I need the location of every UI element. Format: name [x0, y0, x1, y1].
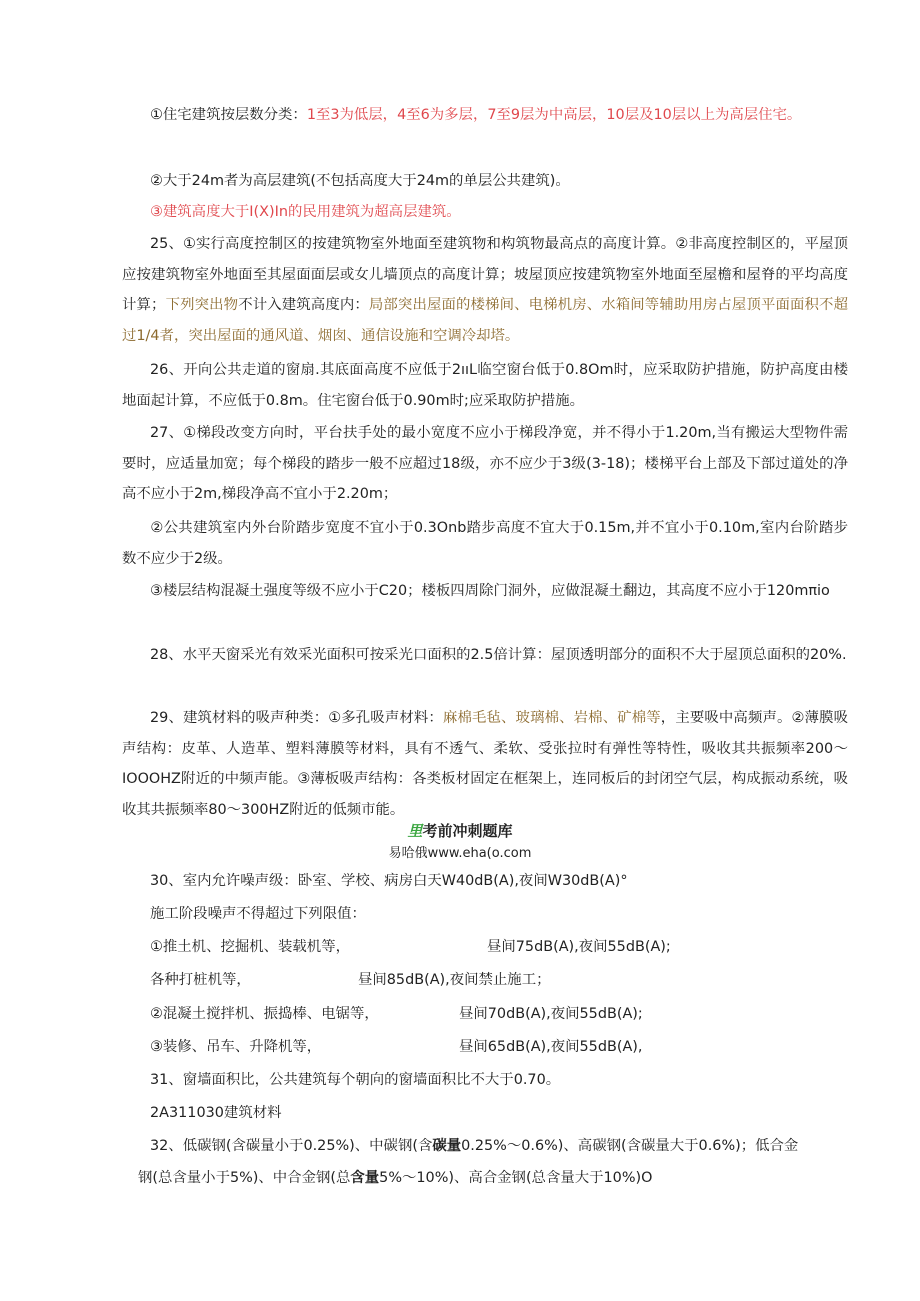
paragraph-31-window-wall-ratio: 31、窗墙面积比，公共建筑每个朝向的窗墙面积比不大于0.70。 [150, 1072, 561, 1088]
watermark-url: 易哈俄www.eha(o.com [388, 846, 532, 861]
paragraph-30-noise: 30、室内允许噪声级：卧室、学校、病房白天W40dB(A),夜间W30dB(A)° [150, 873, 628, 889]
paragraph-27-steps: ②公共建筑室内外台阶踏步宽度不宜小于0.3Onb踏步高度不宜大于0.15m,并不宜小于0.10m,室内台阶踏步数不应少于2级。 [122, 520, 848, 567]
paragraph-28-skylight: 28、水平天窗采光有效采光面积可按采光口面积的2.5倍计算：屋顶透明部分的面积不大于屋顶总面积的20%. [150, 647, 847, 663]
paragraph-32-steel-line1: 32、低碳钢(含碳量小于0.25%)、中碳钢(含碳量0.25%～0.6%)、高碳钢(含碳量大于0.6%)；低合金 [150, 1138, 799, 1154]
noise-limits-intro: 施工阶段噪声不得超过下列限值： [150, 906, 366, 922]
paragraph-super-high-rise: ③建筑高度大于I(X)In的民用建筑为超高层建筑。 [150, 204, 461, 220]
document-page: ①住宅建筑按层数分类：1至3为低层，4至6为多层，7至9层为中高层，10层及10层以上为高层住宅。 ②大于24m者为高层建筑(不包括高度大于24m的单层公共建筑)。 ③建筑高度大于I(X)In的民用建筑为超高层建筑。 25、①实行高度控制区的按建筑物室外地面至建筑物和构筑物最高点的高度计算。②非高度控制区的，平屋顶应按建筑物室外地面至其屋面面层或女儿墙顶点的高度计算；坡屋顶应按建筑物室外地面至屋檐和屋脊的平均高度计算；下列突出物不计入建筑高度内：局部突出屋面的楼梯间、电梯机房、水箱间等辅助用房占屋顶平面面积不超过1/4者，突出屋面的通风道、烟囱、通信设施和空调冷却塔。 26、开向公共走道的窗扇.其底面高度不应低于2ııL临空窗台低于0.8Om时，应采取防护措施，防护高度由楼地面起计算，不应低于0.8m。住宅窗台低于0.90m时;应采取防护措施。 27、①梯段改变方向时，平台扶手处的最小宽度不应小于梯段净宽，并不得小于1.20m,当有搬运大型物件需要时，应适量加宽；每个梯段的踏步一般不应超过18级，亦不应少于3级(3-18)；楼梯平台上部及下部过道处的净高不应小于2m,梯段净高不宜小于2.20m； ②公共建筑室内外台阶踏步宽度不宜小于0.3Onb踏步高度不宜大于0.15m,并不宜小于0.10m,室内台阶踏步数不应少于2级。 ③楼层结构混凝土强度等级不应小于C20；楼板四周除门洞外，应做混凝土翻边，其高度不应小于120mπio 28、水平天窗采光有效采光面积可按采光口面积的2.5倍计算：屋顶透明部分的面积不大于屋顶总面积的20%. 29、建筑材料的吸声种类：①多孔吸声材料：麻棉毛毡、玻璃棉、岩棉、矿棉等，主要吸中高频声。②薄膜吸声结构：皮革、人造革、塑料薄膜等材料，具有不透气、柔软、受张拉时有弹性等特性，吸收其共振频率200～IOOOHZ附近的中频声能。③薄板吸声结构：各类板材固定在框架上，连同板后的封闭空气层，构成振动系统，吸收其共振频率80～300HZ附近的低频市能。 里考前冲刺题库 易哈俄www.eha(o.com 30、室内允许噪声级：卧室、学校、病房白天W40dB(A),夜间W30dB(A)° 施工阶段噪声不得超过下列限值： ①推土机、挖掘机、装载机等， 昼间75dB(A),夜间55dB(A); 各种打桩机等， 昼间85dB(A),夜间禁止施工； ②混凝土搅拌机、振捣棒、电锯等， 昼间70dB(A),夜间55dB(A); ③装修、吊车、升降机等， 昼间65dB(A),夜间55dB(A), 31、窗墙面积比，公共建筑每个朝向的窗墙面积比不大于0.70。 2A311030建筑材料 32、低碳钢(含碳量小于0.25%)、中碳钢(含碳量0.25%～0.6%)、高碳钢(含碳量大于0.6%)；低合金 钢(总含量小于5%)、中合金钢(总含量5%～10%)、高合金钢(总含量大于10%)O [0, 0, 920, 1301]
paragraph-25-height-calculation: 25、①实行高度控制区的按建筑物室外地面至建筑物和构筑物最高点的高度计算。②非高度控制区的，平屋顶应按建筑物室外地面至其屋面面层或女儿墙顶点的高度计算；坡屋顶应按建筑物室外地面至屋檐和屋脊的平均高度计算；下列突出物不计入建筑高度内：局部突出屋面的楼梯间、电梯机房、水箱间等辅助用房占屋顶平面面积不超过1/4者，突出屋面的通风道、烟囱、通信设施和空调冷却塔。 [122, 236, 848, 344]
paragraph-high-rise-definition: ②大于24m者为高层建筑(不包括高度大于24m的单层公共建筑)。 [150, 173, 570, 189]
paragraph-32-steel-line2: 钢(总含量小于5%)、中合金钢(总含量5%～10%)、高合金钢(总含量大于10%)O [138, 1170, 653, 1186]
paragraph-27-stairs: 27、①梯段改变方向时，平台扶手处的最小宽度不应小于梯段净宽，并不得小于1.20m,当有搬运大型物件需要时，应适量加宽；每个梯段的踏步一般不应超过18级，亦不应少于3级(3-18)；楼梯平台上部及下部过道处的净高不应小于2m,梯段净高不宜小于2.20m； [122, 425, 848, 502]
paragraph-building-classification: ①住宅建筑按层数分类：1至3为低层，4至6为多层，7至9层为中高层，10层及10层以上为高层住宅。 [150, 107, 802, 123]
section-heading-building-materials: 2A311030建筑材料 [150, 1105, 282, 1121]
paragraph-27-concrete: ③楼层结构混凝土强度等级不应小于C20；楼板四周除门洞外，应做混凝土翻边，其高度不应小于120mπio [150, 583, 830, 599]
paragraph-29-sound-absorption: 29、建筑材料的吸声种类：①多孔吸声材料：麻棉毛毡、玻璃棉、岩棉、矿棉等，主要吸中高频声。②薄膜吸声结构：皮革、人造革、塑料薄膜等材料，具有不透气、柔软、受张拉时有弹性等特性，吸收其共振频率200～IOOOHZ附近的中频声能。③薄板吸声结构：各类板材固定在框架上，连同板后的封闭空气层，构成振动系统，吸收其共振频率80～300HZ附近的低频市能。 [122, 710, 848, 818]
watermark-title: 里考前冲刺题库 [407, 822, 513, 840]
paragraph-26-window-sill: 26、开向公共走道的窗扇.其底面高度不应低于2ııL临空窗台低于0.8Om时，应采取防护措施，防护高度由楼地面起计算，不应低于0.8m。住宅窗台低于0.90m时;应采取防护措施。 [122, 362, 848, 409]
